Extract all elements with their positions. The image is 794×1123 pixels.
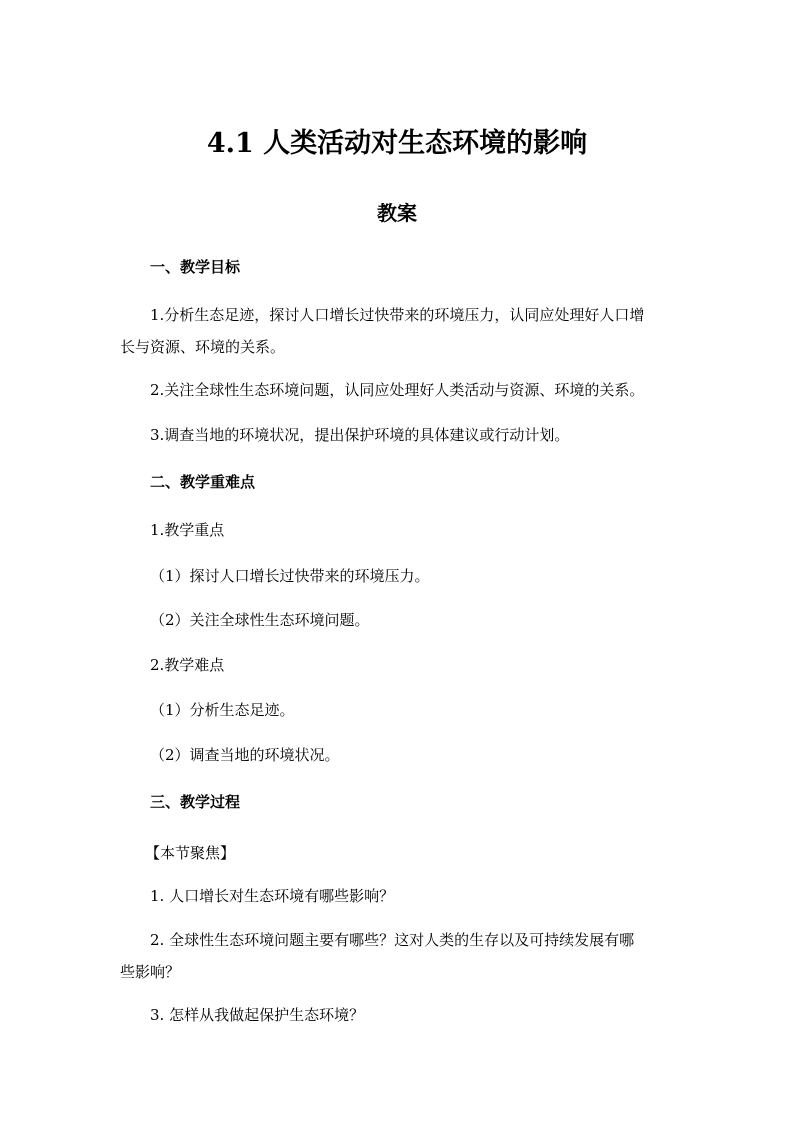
focus-question-2-line-1: 2. 全球性生态环境问题主要有哪些？这对人类的生存以及可持续发展有哪 [150,931,635,949]
focus-question-1: 1. 人口增长对生态环境有哪些影响？ [150,887,395,905]
difficulty-2: （2）调查当地的环境状况。 [150,746,340,764]
key-points-label: 1.教学重点 [150,521,225,539]
objective-3: 3.调查当地的环境状况，提出保护环境的具体建议或行动计划。 [150,426,570,444]
difficulty-1: （1）分析生态足迹。 [150,701,295,719]
section-heading-process: 三、教学过程 [150,793,241,811]
key-point-1: （1）探讨人口增长过快带来的环境压力。 [150,567,430,585]
focus-question-3: 3. 怎样从我做起保护生态环境？ [150,1006,365,1024]
difficulties-label: 2.教学难点 [150,656,225,674]
objective-1-line-1: 1.分析生态足迹，探讨人口增长过快带来的环境压力，认同应处理好人口增 [150,306,645,324]
focus-label: 【本节聚焦】 [145,844,236,862]
document-title: 4.1 人类活动对生态环境的影响 [206,128,588,159]
section-heading-key-points: 二、教学重难点 [150,473,256,491]
document-subtitle: 教案 [377,201,417,225]
section-heading-objectives: 一、教学目标 [150,258,241,276]
objective-2: 2.关注全球性生态环境问题，认同应处理好人类活动与资源、环境的关系。 [150,381,645,399]
objective-1-line-2: 长与资源、环境的关系。 [120,338,286,356]
key-point-2: （2）关注全球性生态环境问题。 [150,611,370,629]
focus-question-2-line-2: 些影响？ [120,963,181,981]
